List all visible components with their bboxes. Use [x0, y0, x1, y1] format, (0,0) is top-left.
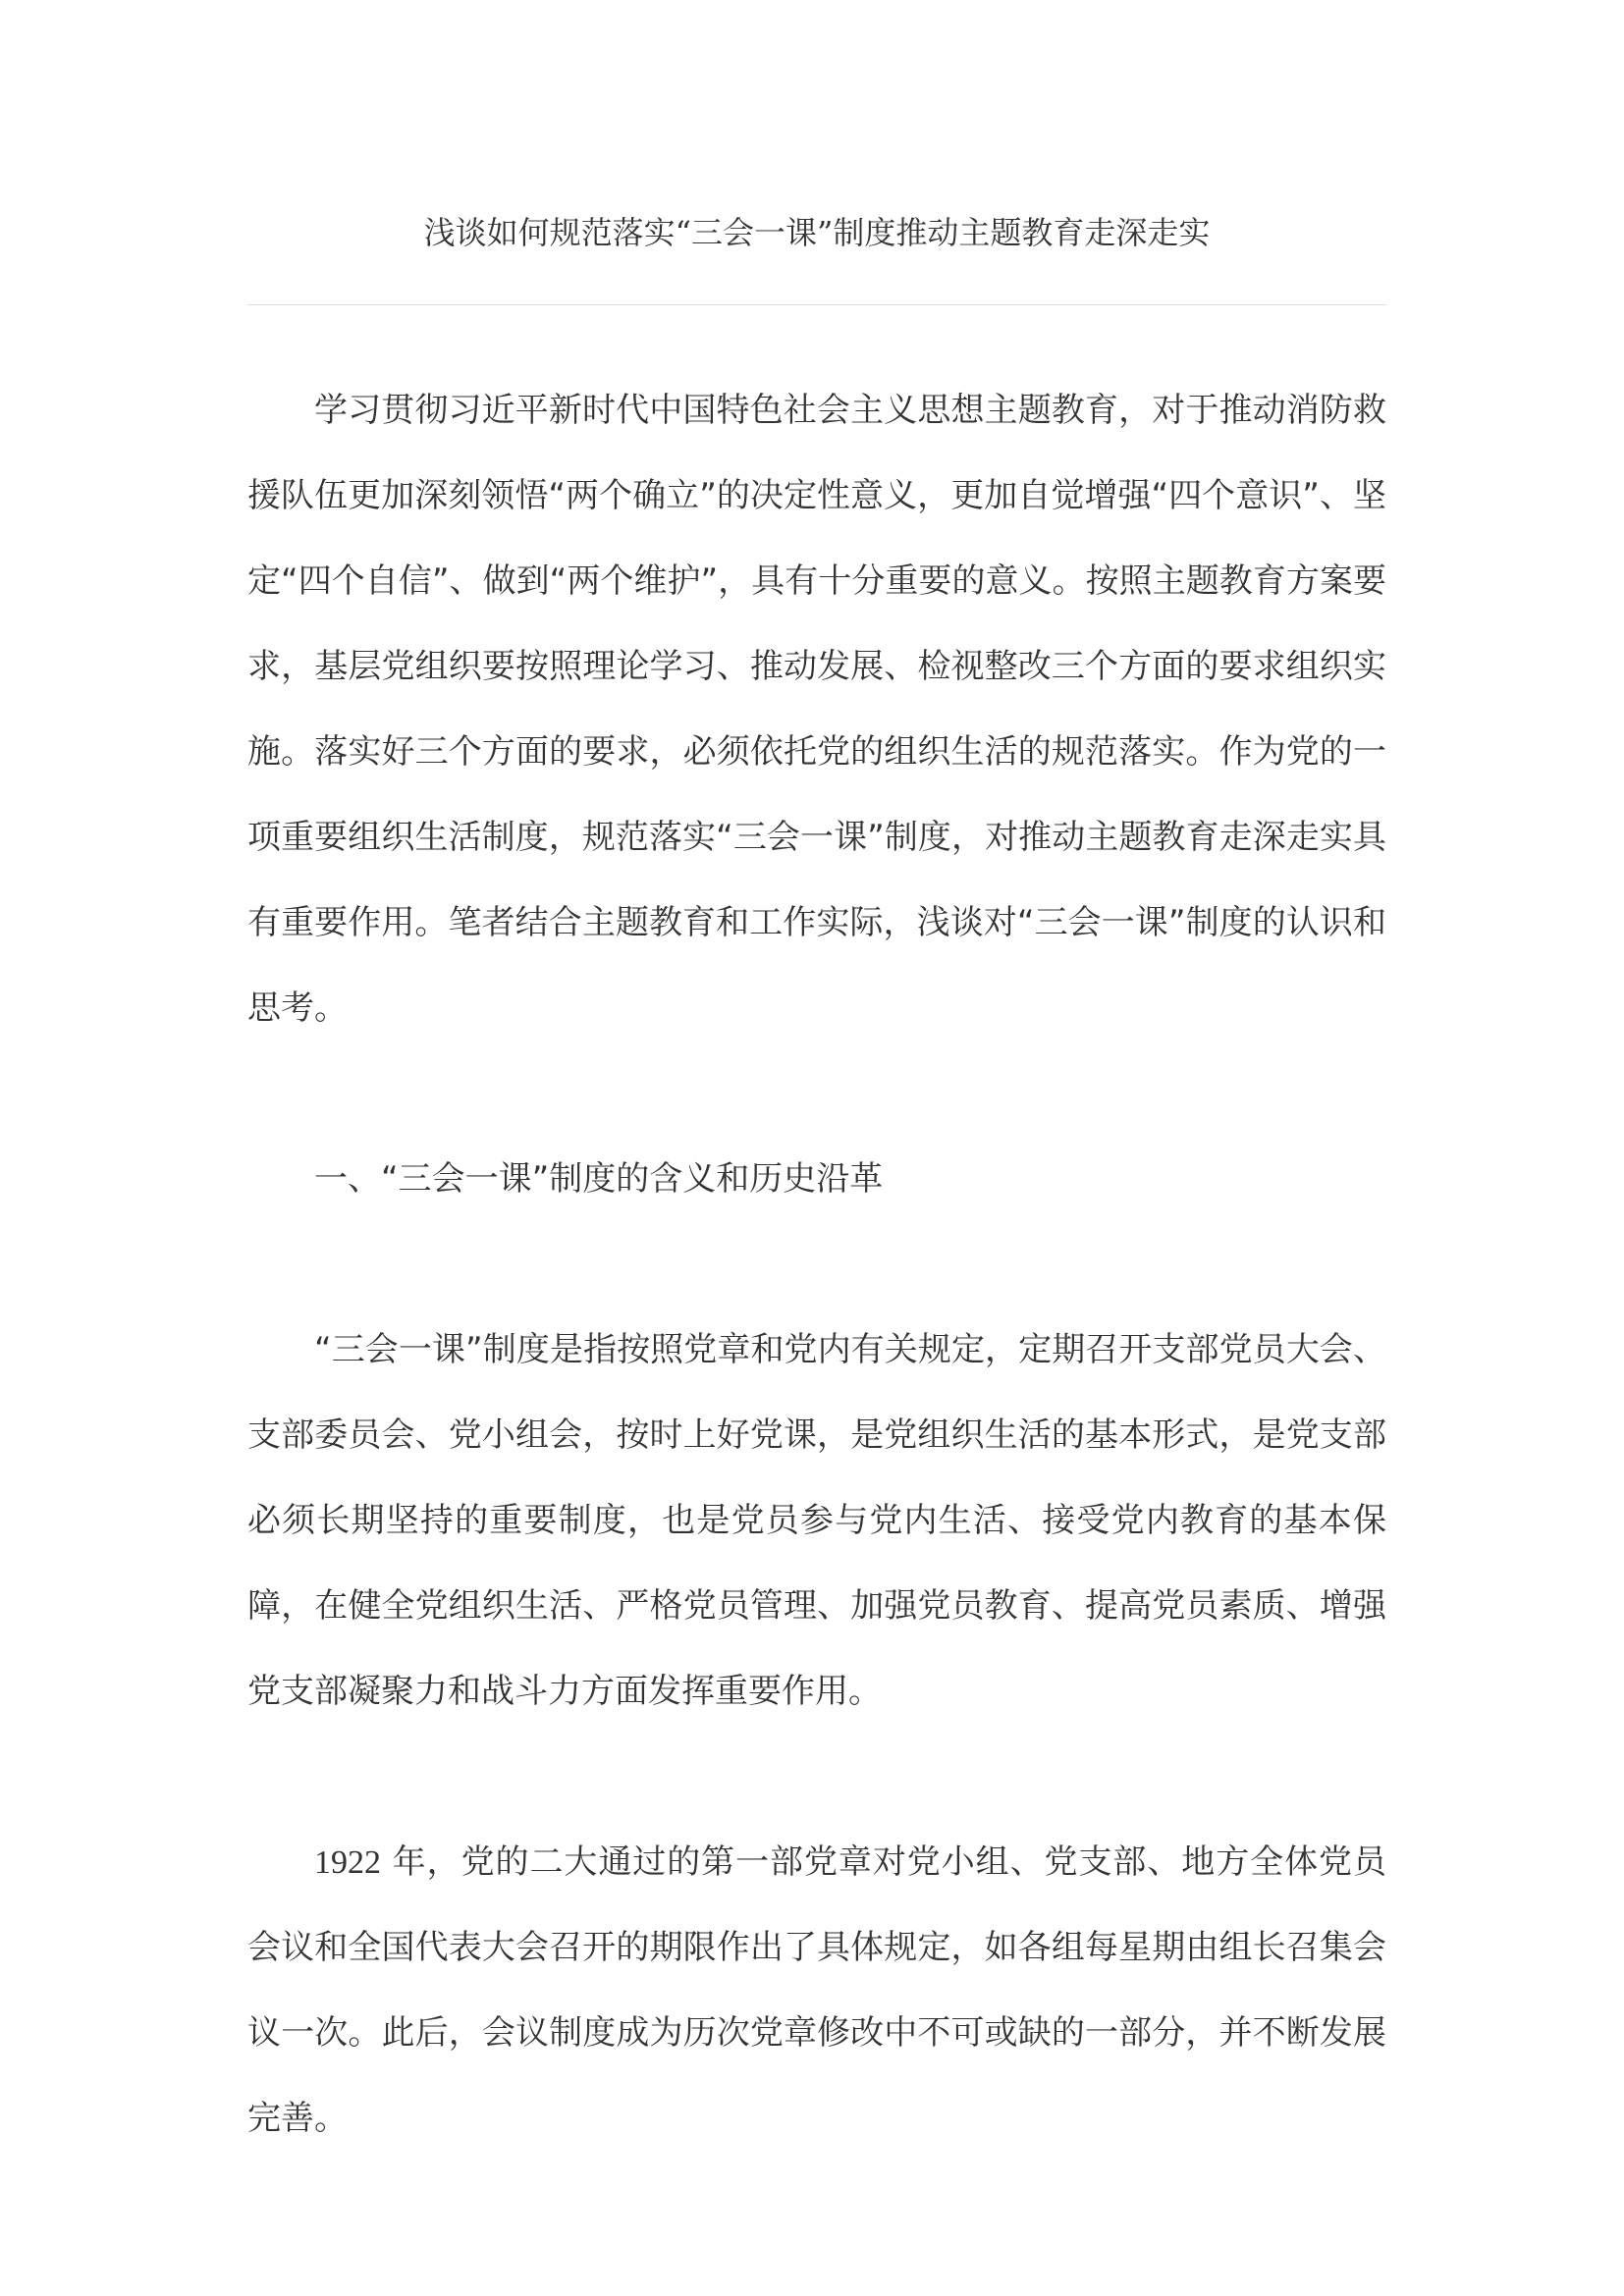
section-heading: 一、“三会一课”制度的含义和历史沿革	[314, 1159, 884, 1199]
definition-paragraph: “三会一课”制度是指按照党章和党内有关规定，定期召开支部党员大会、支部委员会、党小组会，按时上好党课，是党组织生活的基本形式，是党支部必须长期坚持的重要制度，也是党员参与党内生活、接受党内教育的基本保障，在健全党组织生活、严格党员管理、加强党员教育、提高党员素质、增强党支部凝聚力和战斗力方面发挥重要作用。	[247, 1330, 1386, 1711]
document-title: 浅谈如何规范落实“三会一课”制度推动主题教育走深走实	[423, 214, 1211, 251]
title-divider	[247, 304, 1386, 305]
history-paragraph	[247, 1820, 1386, 2162]
history-year: 1922	[314, 1844, 381, 1881]
intro-paragraph: 学习贯彻习近平新时代中国特色社会主义思想主题教育，对于推动消防救援队伍更加深刻领悟“两个确立”的决定性意义，更加自觉增强“四个意识”、坚定“四个自信”、做到“两个维护”，具有十分重要的意义。按照主题教育方案要求，基层党组织要按照理论学习、推动发展、检视整改三个方面的要求组织实施。落实好三个方面的要求，必须依托党的组织生活的规范落实。作为党的一项重要组织生活制度，规范落实“三会一课”制度，对推动主题教育走深走实具有重要作用。笔者结合主题教育和工作实际，浅谈对“三会一课”制度的认识和思考。	[247, 391, 1386, 1028]
history-text: 年，党的二大通过的第一部党章对党小组、党支部、地方全体党员会议和全国代表大会召开的期限作出了具体规定，如各组每星期由组长召集会议一次。此后，会议制度成为历次党章修改中不可或缺的一部分，并不断发展完善。	[247, 1842, 1386, 2138]
document-body	[247, 368, 1386, 2247]
